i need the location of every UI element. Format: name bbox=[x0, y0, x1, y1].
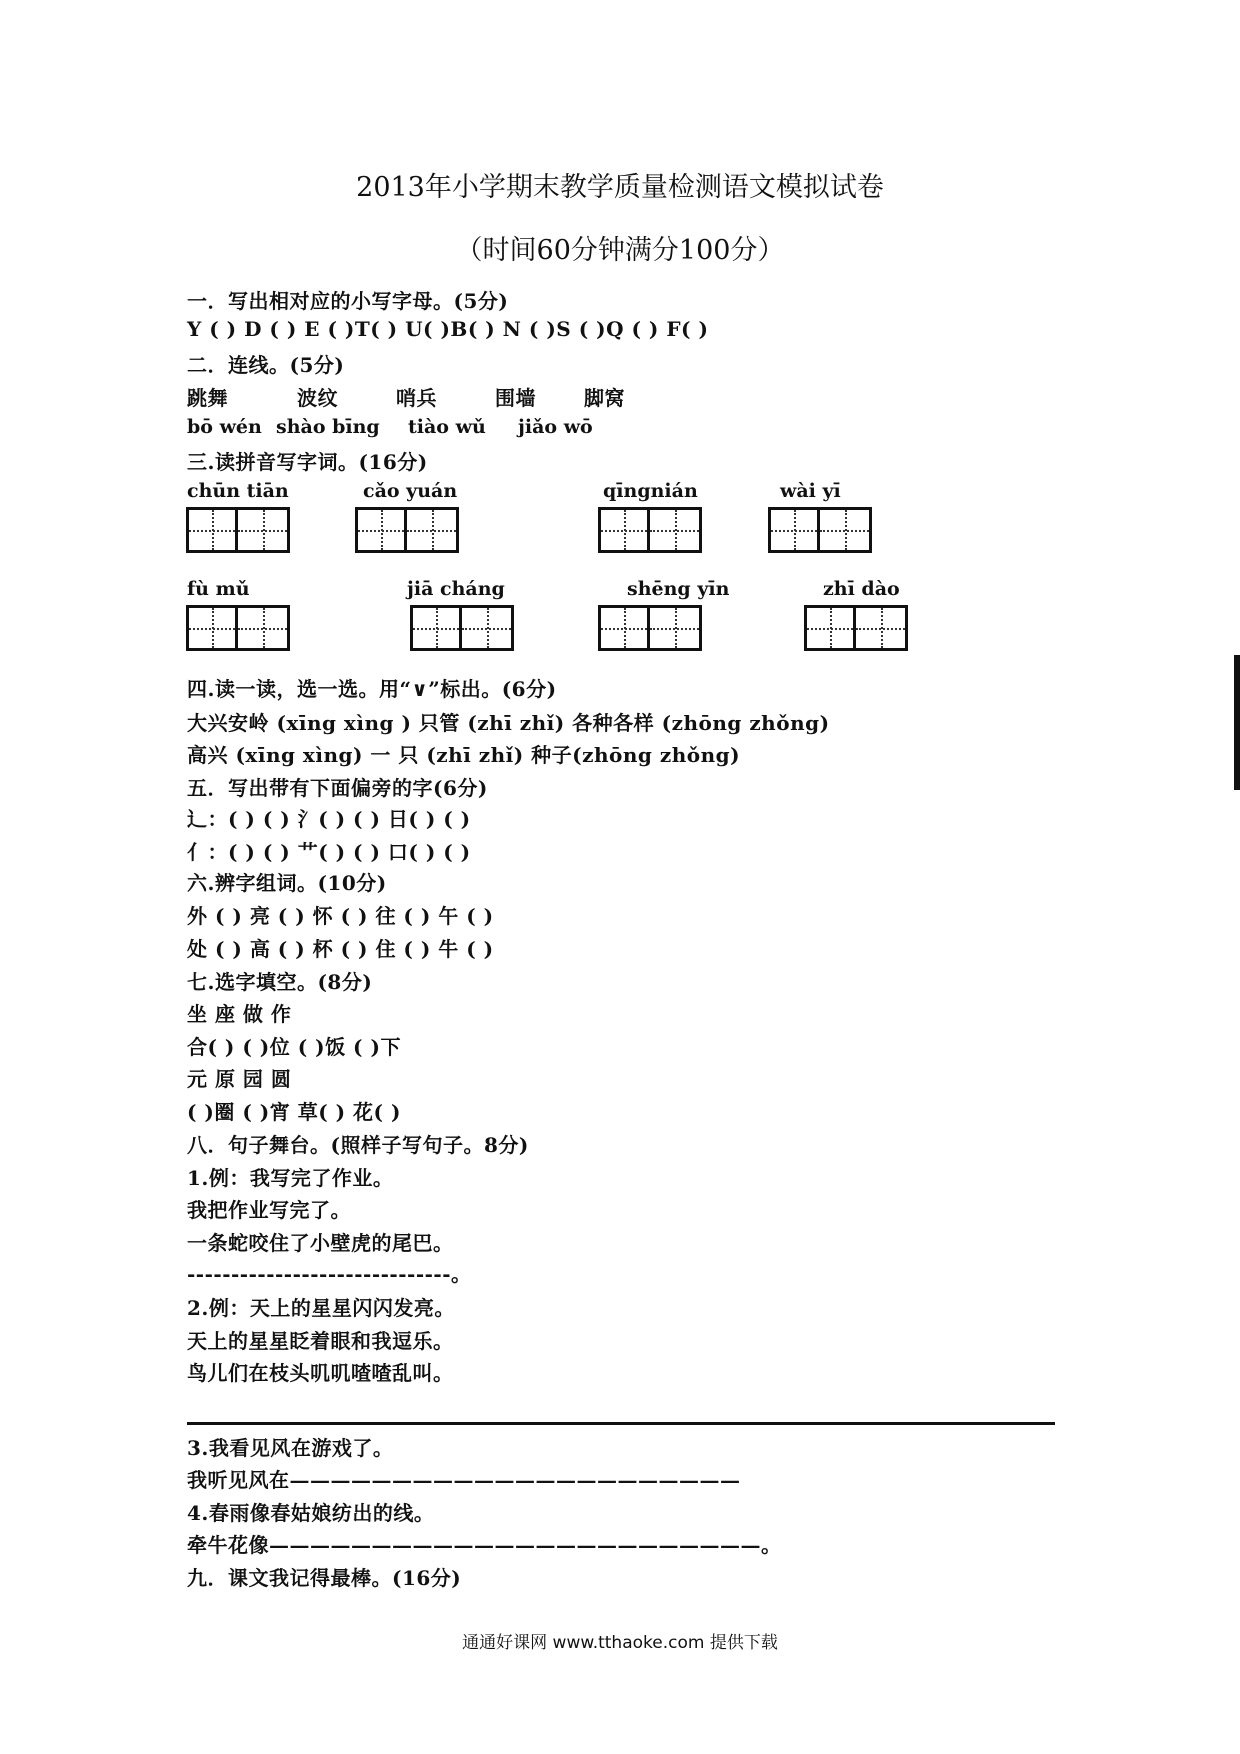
pinyin-label: qīngnián bbox=[603, 480, 698, 502]
page-title: 2013年小学期末教学质量检测语文模拟试卷 bbox=[356, 172, 884, 203]
section-7-chars-2: 元 原 园 圆 bbox=[187, 1067, 292, 1091]
page-subtitle: （时间60分钟满分100分） bbox=[455, 235, 785, 266]
writing-grid[interactable] bbox=[598, 507, 702, 553]
section-5-line-1: 辶：( ) ( ) 氵( ) ( ) 日( ) ( ) bbox=[187, 807, 471, 831]
section-6-heading: 六.辨字组词。(10分) bbox=[187, 871, 387, 895]
section-2-pinyin: jiǎo wō bbox=[518, 416, 593, 438]
writing-grid[interactable] bbox=[186, 507, 290, 553]
pinyin-label: wài yī bbox=[780, 480, 841, 502]
section-6-line-1: 外 ( ) 亮 ( ) 怀 ( ) 往 ( ) 午 ( ) bbox=[187, 904, 494, 928]
section-1-heading: 一．写出相对应的小写字母。(5分) bbox=[187, 289, 509, 313]
writing-grid[interactable] bbox=[768, 507, 872, 553]
section-2-pinyin: tiào wǔ bbox=[408, 416, 486, 438]
section-2-word: 波纹 bbox=[297, 386, 338, 410]
pinyin-label: zhī dào bbox=[823, 578, 900, 600]
section-2-word: 跳舞 bbox=[187, 386, 228, 410]
section-6-line-2: 处 ( ) 高 ( ) 杯 ( ) 住 ( ) 牛 ( ) bbox=[187, 937, 494, 961]
section-9-heading: 九．课文我记得最棒。(16分) bbox=[187, 1566, 462, 1590]
answer-line[interactable] bbox=[187, 1422, 1055, 1425]
writing-grid[interactable] bbox=[804, 605, 908, 651]
example-2-sample: 天上的星星眨着眼和我逗乐。 bbox=[187, 1329, 454, 1353]
section-1-letters: Y ( ) D ( ) E ( )T( ) U( )B( ) N ( )S ( )Q ( ) F( ) bbox=[187, 317, 709, 341]
footer-credit: 通通好课网 www.tthaoke.com 提供下载 bbox=[462, 1633, 778, 1653]
section-2-word: 脚窝 bbox=[584, 386, 625, 410]
section-2-word: 哨兵 bbox=[396, 386, 437, 410]
section-4-heading: 四.读一读，选一选。用“∨”标出。(6分) bbox=[187, 677, 557, 701]
example-3-blank[interactable]: 我听见风在—————————————————————— bbox=[187, 1468, 741, 1492]
section-3-heading: 三.读拼音写字词。(16分) bbox=[187, 450, 428, 474]
section-8-heading: 八．句子舞台。(照样子写句子。8分) bbox=[187, 1133, 529, 1157]
example-2-prompt: 鸟儿们在枝头叽叽喳喳乱叫。 bbox=[187, 1361, 454, 1385]
section-2-word: 围墙 bbox=[495, 386, 536, 410]
section-2-pinyin: shào bīng bbox=[276, 416, 380, 438]
example-4-blank[interactable]: 牵牛花像————————————————————————。 bbox=[187, 1533, 782, 1557]
section-4-line-1: 大兴安岭 (xīng xìng ) 只管 (zhī zhǐ) 各种各样 (zhōng zhǒng) bbox=[187, 711, 830, 735]
writing-grid[interactable] bbox=[598, 605, 702, 651]
example-1-prompt: 一条蛇咬住了小壁虎的尾巴。 bbox=[187, 1231, 454, 1255]
writing-grid[interactable] bbox=[186, 605, 290, 651]
pinyin-label: cǎo yuán bbox=[363, 480, 458, 502]
section-7-heading: 七.选字填空。(8分) bbox=[187, 970, 373, 994]
example-4: 4.春雨像春姑娘纺出的线。 bbox=[187, 1501, 435, 1525]
pinyin-label: shēng yīn bbox=[627, 578, 730, 600]
example-1: 1.例：我写完了作业。 bbox=[187, 1166, 394, 1190]
pinyin-label: chūn tiān bbox=[187, 480, 289, 502]
writing-grid[interactable] bbox=[410, 605, 514, 651]
section-5-line-2: 亻：( ) ( ) 艹( ) ( ) 口( ) ( ) bbox=[187, 840, 471, 864]
section-7-line-2: ( )圈 ( )宵 草( ) 花( ) bbox=[187, 1100, 401, 1124]
example-3: 3.我看见风在游戏了。 bbox=[187, 1436, 394, 1460]
writing-grid[interactable] bbox=[355, 507, 459, 553]
example-1-sample: 我把作业写完了。 bbox=[187, 1198, 351, 1222]
section-2-heading: 二．连线。(5分) bbox=[187, 353, 345, 377]
pinyin-label: fù mǔ bbox=[187, 578, 250, 600]
scan-edge-mark bbox=[1234, 655, 1240, 790]
section-2-pinyin: bō wén bbox=[187, 416, 262, 438]
answer-blank[interactable]: ------------------------------。 bbox=[187, 1262, 472, 1286]
section-7-chars-1: 坐 座 做 作 bbox=[187, 1002, 292, 1026]
section-5-heading: 五．写出带有下面偏旁的字(6分) bbox=[187, 776, 488, 800]
section-7-line-1: 合( ) ( )位 ( )饭 ( )下 bbox=[187, 1035, 401, 1059]
example-2: 2.例：天上的星星闪闪发亮。 bbox=[187, 1296, 455, 1320]
pinyin-label: jiā cháng bbox=[407, 578, 505, 600]
section-4-line-2: 高兴 (xīng xìng) 一 只 (zhī zhǐ) 种子(zhōng zhǒng) bbox=[187, 743, 741, 767]
